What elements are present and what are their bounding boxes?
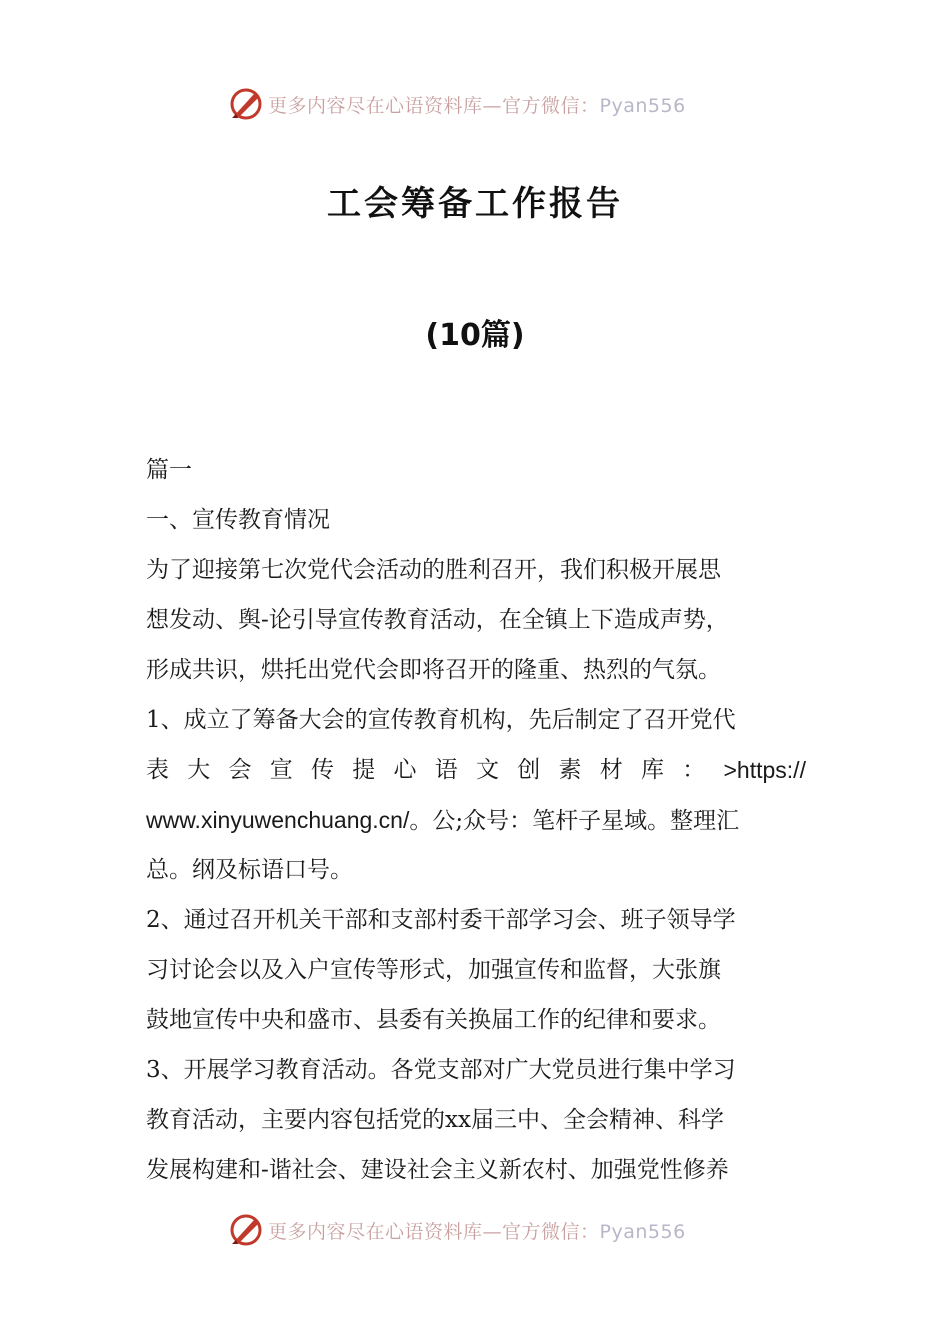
item-1-justified-line — [146, 745, 806, 795]
paragraph-line: 形成共识，烘托出党代会即将召开的隆重、热烈的气氛。 — [146, 657, 721, 683]
banner-wechat-id: Pyan556 — [599, 1220, 686, 1243]
char: 大 — [187, 757, 211, 783]
banner-wechat-id: Pyan556 — [599, 94, 686, 117]
document-subtitle: (10篇) — [425, 318, 525, 353]
item-3-line: 发展构建和-谐社会、建设社会主义新农村、加强党性修养 — [146, 1157, 729, 1183]
char: 会 — [228, 757, 252, 783]
pen-logo-icon — [228, 1212, 264, 1248]
heading-1: 一、宣传教育情况 — [146, 507, 330, 533]
document-title: 工会筹备工作报告 — [327, 184, 623, 224]
item-2-line: 鼓地宣传中央和盛市、县委有关换届工作的纪律和要求。 — [146, 1007, 721, 1033]
paragraph-line: 想发动、舆-论引导宣传教育活动，在全镇上下造成声势， — [146, 607, 729, 633]
url-text: www.xinyuwenchuang.cn/ — [146, 807, 410, 833]
item-2-line: 2、通过召开机关干部和支部村委干部学习会、班子领导学 — [146, 907, 736, 933]
char: 心 — [393, 757, 417, 783]
header-watermark-banner — [228, 84, 686, 124]
item-1-line: 总。纲及标语口号。 — [146, 857, 353, 883]
item-3-line: 教育活动，主要内容包括党的xx届三中、全会精神、科学 — [146, 1107, 724, 1133]
document-body — [146, 445, 806, 1195]
section-label: 篇一 — [146, 457, 192, 483]
char: 提 — [352, 757, 376, 783]
banner-text — [268, 91, 686, 118]
footer-watermark-banner — [228, 1210, 686, 1250]
banner-text-cn: 更多内容尽在心语资料库—官方微信： — [268, 94, 600, 117]
char: 材 — [599, 757, 623, 783]
char: 创 — [517, 757, 541, 783]
item-1-line: 1、成立了筹备大会的宣传教育机构，先后制定了召开党代 — [146, 707, 736, 733]
char: 宣 — [269, 757, 293, 783]
url-prefix: >https:// — [723, 757, 806, 783]
item-2-line: 习讨论会以及入户宣传等形式，加强宣传和监督，大张旗 — [146, 957, 721, 983]
pen-logo-icon — [228, 86, 264, 122]
banner-text-cn: 更多内容尽在心语资料库—官方微信： — [268, 1220, 600, 1243]
paragraph-line: 为了迎接第七次党代会活动的胜利召开，我们积极开展思 — [146, 557, 721, 583]
item-1-url-line — [146, 795, 806, 845]
char: 库 — [641, 757, 664, 783]
char: 传 — [311, 757, 334, 783]
char: 素 — [558, 757, 582, 783]
char: 表 — [146, 757, 169, 783]
char: 语 — [434, 757, 458, 783]
url-trailing-text: 。公;众号：笔杆子星域。整理汇 — [409, 808, 740, 834]
char: 文 — [476, 757, 499, 783]
item-3-line: 3、开展学习教育活动。各党支部对广大党员进行集中学习 — [146, 1057, 736, 1083]
banner-text — [268, 1217, 686, 1244]
char: ： — [682, 757, 706, 783]
